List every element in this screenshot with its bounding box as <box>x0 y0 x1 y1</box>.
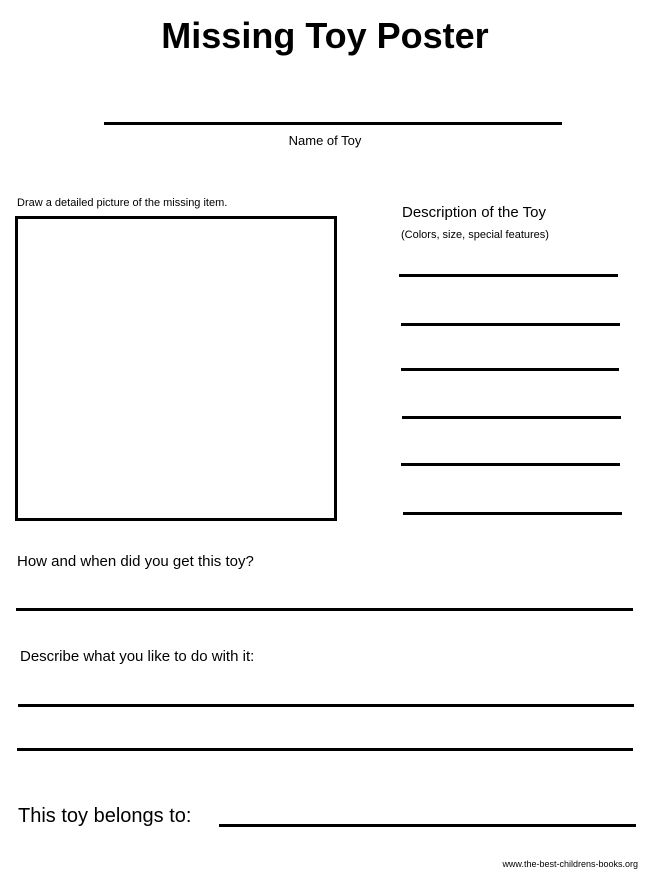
description-line[interactable] <box>401 368 619 371</box>
draw-instruction: Draw a detailed picture of the missing item. <box>17 197 228 209</box>
description-line[interactable] <box>401 323 620 326</box>
belongs-to-label: This toy belongs to: <box>18 805 192 827</box>
answer-line-describe[interactable] <box>18 704 634 707</box>
answer-line-how-when[interactable] <box>16 608 633 611</box>
name-of-toy-line[interactable] <box>104 122 562 125</box>
description-line[interactable] <box>399 274 618 277</box>
footer-url: www.the-best-childrens-books.org <box>502 859 638 869</box>
drawing-box[interactable] <box>15 216 337 521</box>
question-how-when: How and when did you get this toy? <box>17 553 254 570</box>
poster-title: Missing Toy Poster <box>161 15 489 56</box>
belongs-to-line[interactable] <box>219 824 636 827</box>
description-heading: Description of the Toy <box>402 204 546 221</box>
description-line[interactable] <box>401 463 620 466</box>
description-line[interactable] <box>402 416 621 419</box>
answer-line-describe[interactable] <box>17 748 633 751</box>
question-describe: Describe what you like to do with it: <box>20 648 255 665</box>
description-line[interactable] <box>403 512 622 515</box>
name-of-toy-label: Name of Toy <box>288 133 362 148</box>
description-hint: (Colors, size, special features) <box>401 229 549 241</box>
